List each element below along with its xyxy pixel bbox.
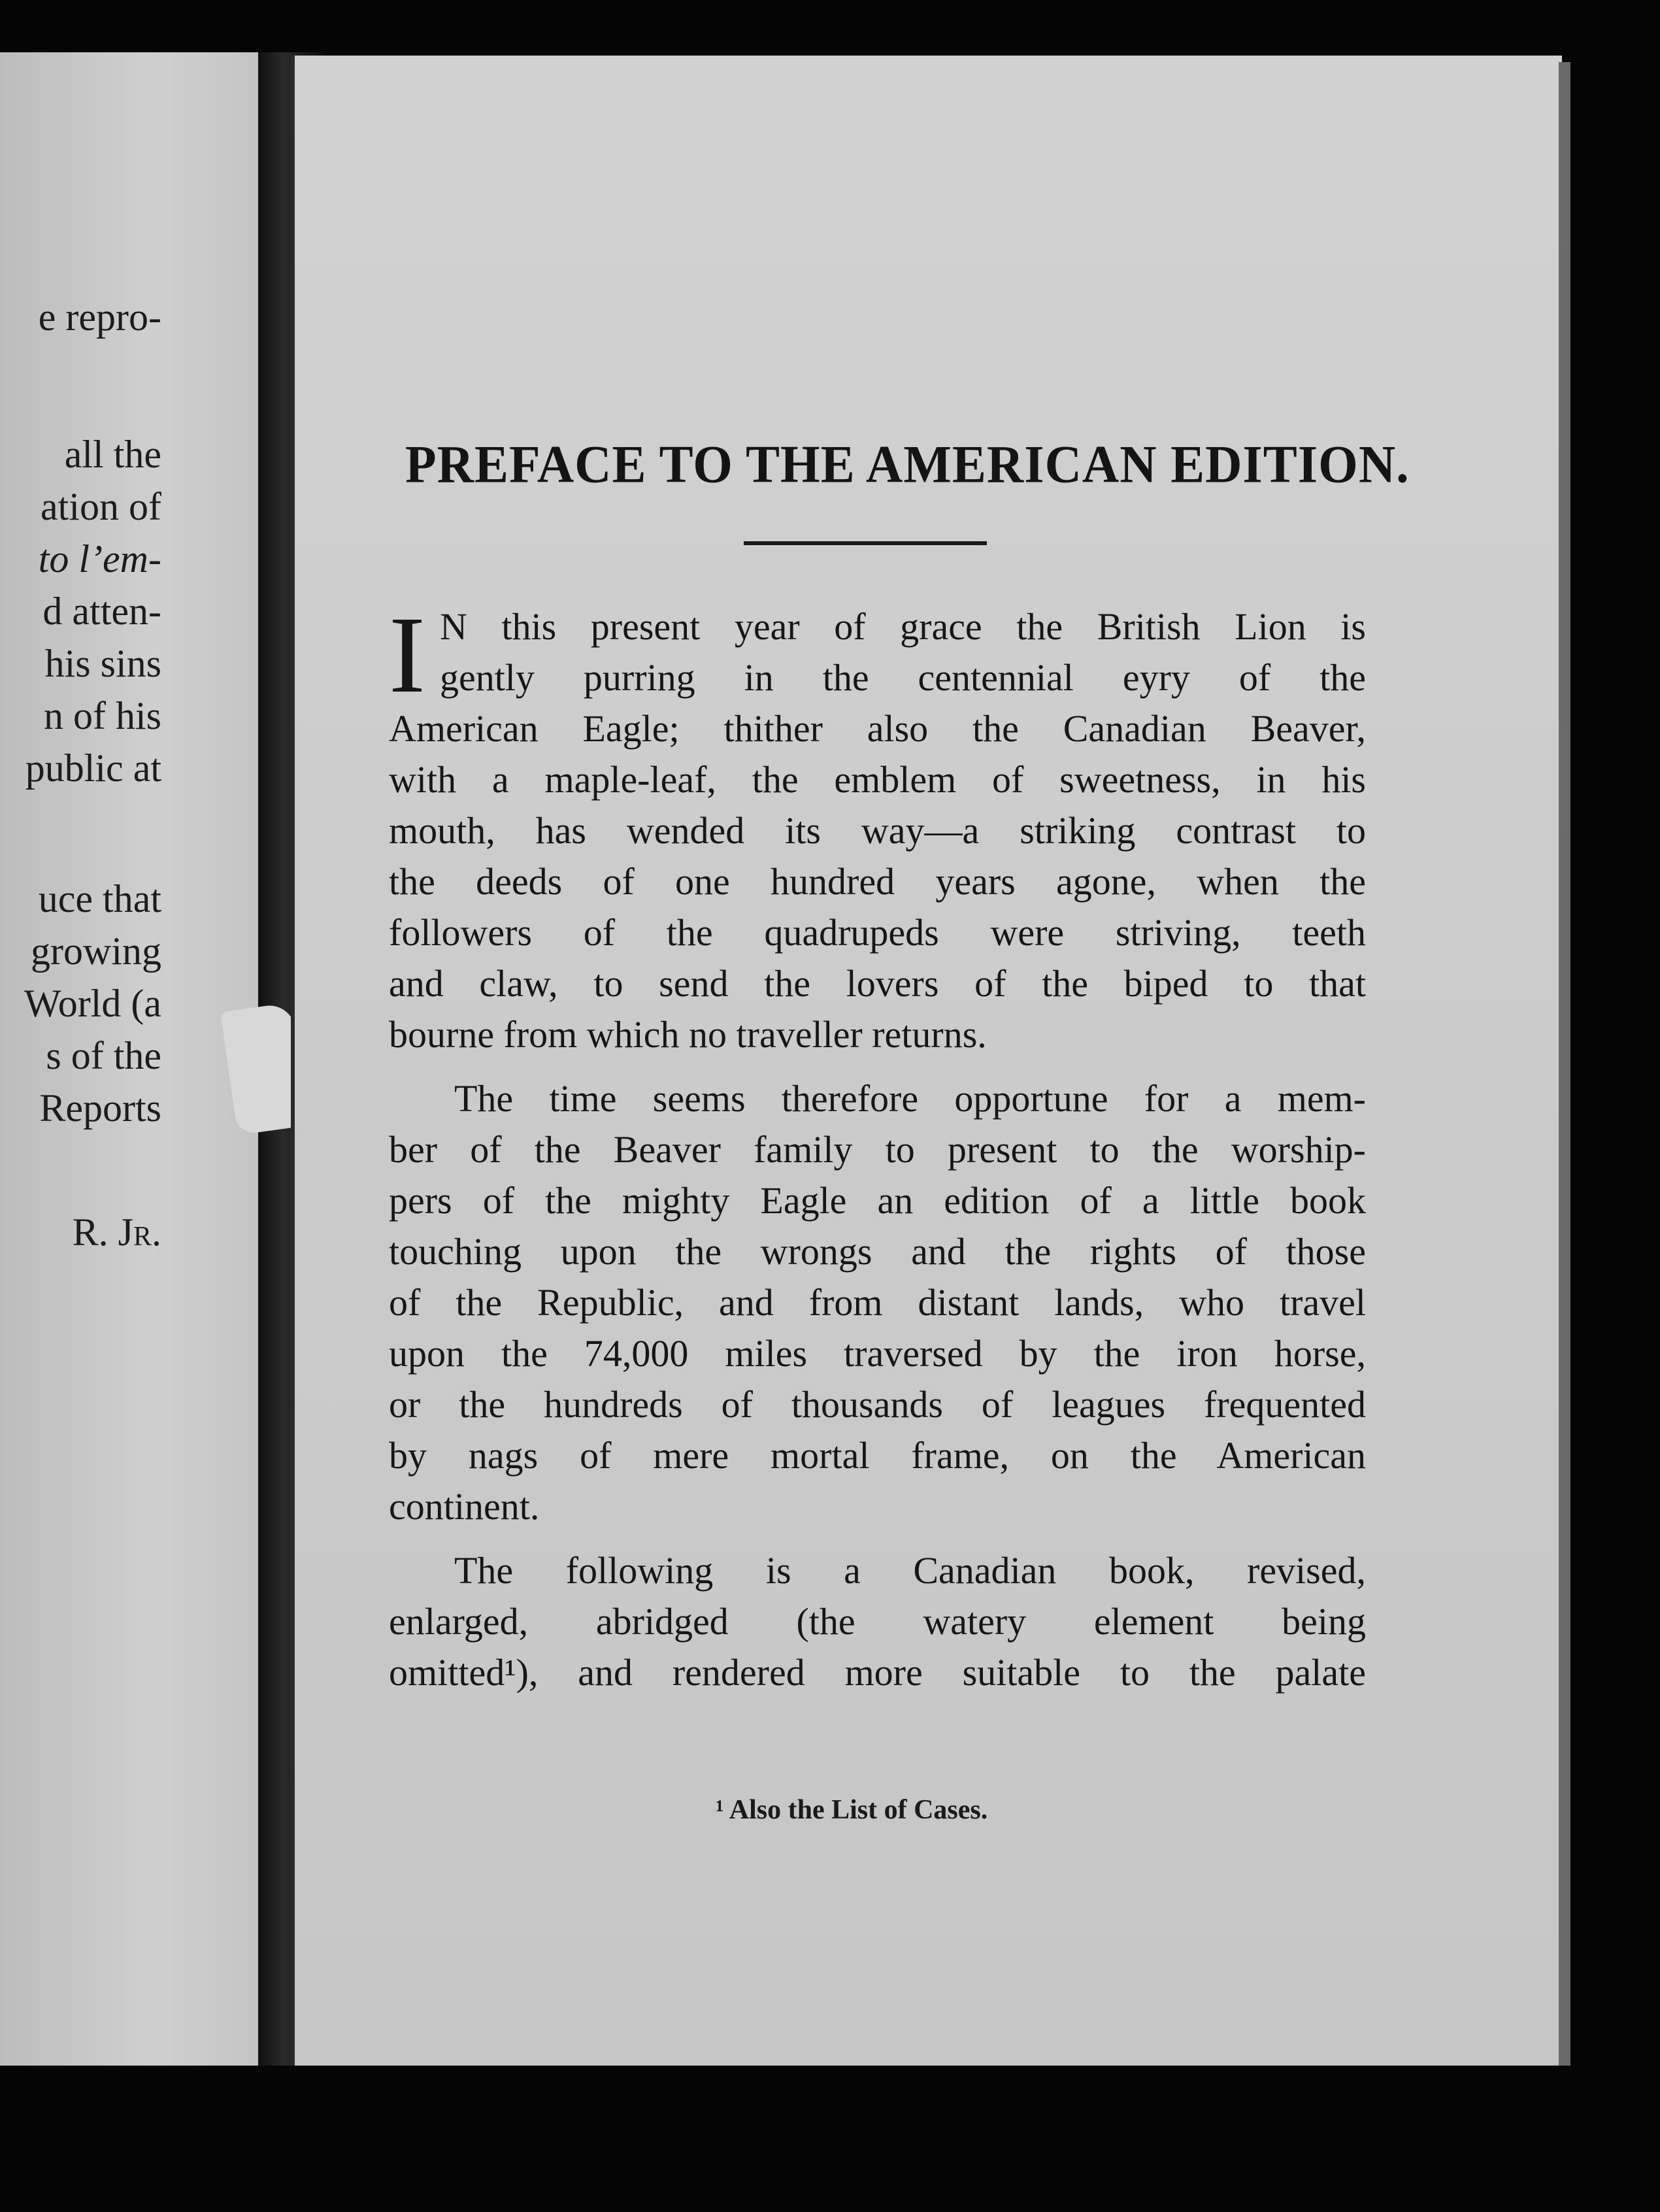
left-fragment-line: n of his [44, 694, 161, 737]
left-fragment-line: to l’em- [38, 537, 161, 580]
text-line: pers of the mighty Eagle an edition of a little book [389, 1179, 1366, 1222]
left-fragment-line: growing [31, 930, 161, 973]
text-line: or the hundreds of thousands of leagues frequented [389, 1383, 1366, 1426]
title-divider [744, 541, 987, 545]
left-fragment-line: Reports [39, 1086, 161, 1130]
text-line: the deeds of one hundred years agone, when the [389, 860, 1366, 903]
text-line: by nags of mere mortal frame, on the American [389, 1434, 1366, 1477]
left-fragment-line: s of the [46, 1034, 161, 1077]
text-line: ber of the Beaver family to present to the worship- [389, 1128, 1366, 1171]
left-fragment-line: his sins [44, 642, 161, 685]
text-line: The following is a Canadian book, revised, [454, 1549, 1366, 1592]
paragraph-2 [389, 1073, 1366, 1532]
text-line: upon the 74,000 miles traversed by the iron horse, [389, 1332, 1366, 1375]
text-line: enlarged, abridged (the watery element being [389, 1600, 1366, 1643]
text-line: and claw, to send the lovers of the biped to that [389, 962, 1366, 1005]
text-line: followers of the quadrupeds were striving, teeth [389, 911, 1366, 954]
text-line: The time seems therefore opportune for a mem- [454, 1077, 1366, 1120]
footnote: ¹ Also the List of Cases. [716, 1795, 988, 1825]
drop-cap: I [389, 594, 425, 716]
left-fragment-line: d atten- [42, 590, 161, 633]
page-body [389, 594, 1366, 1711]
left-fragment-line: public at [25, 746, 161, 790]
page-title: PREFACE TO THE AMERICAN EDITION. [405, 433, 1410, 494]
text-line: mouth, has wended its way—a striking contrast to [389, 809, 1366, 852]
text-line: American Eagle; thither also the Canadian Beaver, [389, 707, 1366, 750]
text-line: N this present year of grace the British Lion is [439, 605, 1366, 648]
text-line: with a maple-leaf, the emblem of sweetness, in his [389, 758, 1366, 801]
paragraph-1 [389, 594, 1366, 1060]
text-line: continent. [389, 1485, 540, 1528]
left-fragment-line: ation of [41, 485, 161, 528]
paragraph-3 [389, 1545, 1366, 1698]
text-line: bourne from which no traveller returns. [389, 1013, 987, 1056]
left-fragment-line: all the [64, 433, 161, 476]
left-fragment-signature: R. Jr. [72, 1211, 161, 1254]
text-line: gently purring in the centennial eyry of the [439, 656, 1366, 699]
left-fragment-line: World (a [24, 982, 161, 1025]
left-fragment-line: e repro- [38, 295, 161, 339]
text-line: of the Republic, and from distant lands, who travel [389, 1281, 1366, 1324]
page-edge [1559, 62, 1570, 2066]
previous-page-fragment [0, 52, 258, 2066]
left-fragment-line: uce that [38, 877, 161, 920]
text-line: omitted¹), and rendered more suitable to the palate [389, 1651, 1366, 1694]
text-line: touching upon the wrongs and the rights of those [389, 1230, 1366, 1273]
